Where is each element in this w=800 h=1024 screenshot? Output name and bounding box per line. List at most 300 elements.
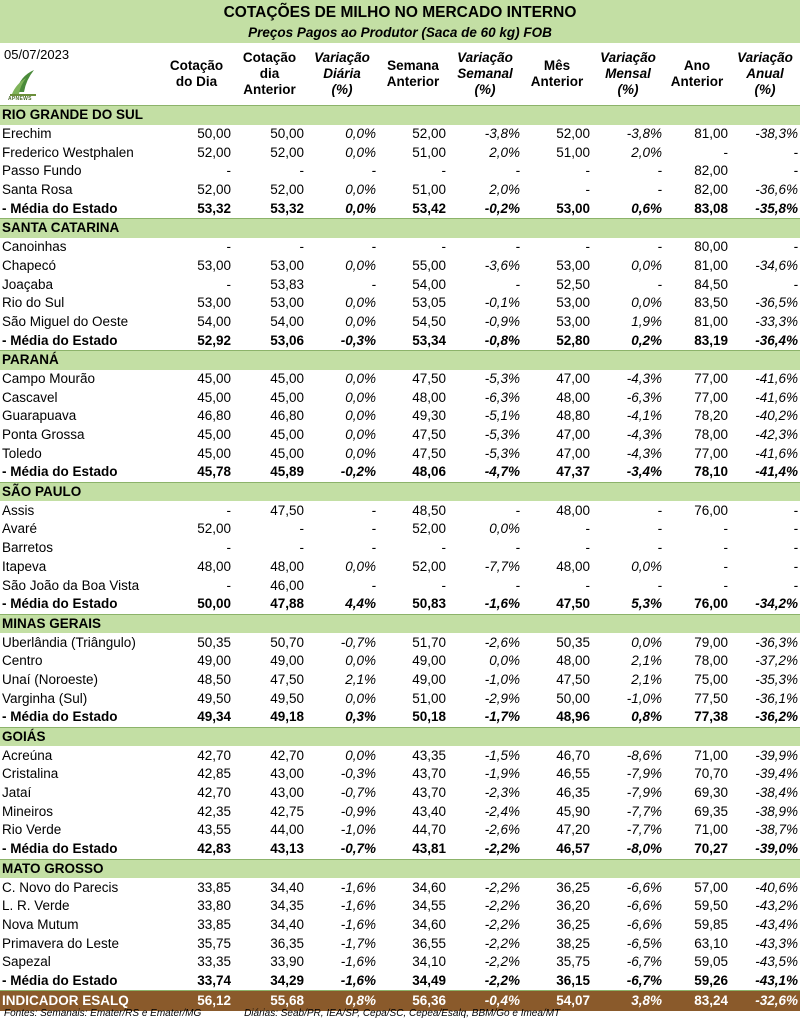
table-cell: 0,0% [345, 653, 376, 669]
column-header-line: Diária [323, 66, 361, 81]
table-row [0, 784, 800, 803]
table-cell: -0,9% [484, 313, 520, 329]
table-cell: 69,30 [694, 785, 728, 801]
table-cell: -37,2% [755, 653, 799, 669]
table-cell: - [657, 521, 662, 537]
table-cell: - [371, 521, 376, 537]
row-label: Frederico Westphalen [2, 144, 134, 160]
table-cell: 33,90 [270, 954, 304, 970]
table-cell: 36,15 [522, 972, 592, 991]
table-cell: 52,00 [197, 144, 231, 160]
state-average-row [0, 331, 800, 350]
table-cell: 43,70 [412, 766, 446, 782]
column-header [522, 58, 592, 90]
state-average-row [0, 972, 800, 991]
row-label: Rio do Sul [2, 295, 65, 311]
table-cell: - [793, 577, 799, 593]
table-cell: -43,1% [730, 972, 800, 991]
table-cell: 51,00 [412, 690, 446, 706]
table-cell: 53,00 [197, 257, 231, 273]
table-cell: 47,50 [270, 502, 304, 518]
table-cell: -36,3% [755, 634, 799, 650]
table-cell: - [723, 577, 728, 593]
table-cell: 51,00 [412, 182, 446, 198]
column-header [448, 50, 522, 98]
table-cell: -39,0% [730, 840, 800, 859]
column-header-line: Semanal [457, 66, 513, 81]
row-label: Sapezal [2, 954, 51, 970]
table-cell: -1,6% [306, 972, 378, 991]
table-cell: 83,08 [664, 199, 730, 218]
row-label: - Média do Estado [0, 972, 160, 991]
table-cell: 36,55 [412, 935, 446, 951]
table-cell: - [226, 163, 231, 179]
table-cell: - [793, 502, 799, 518]
table-cell: 36,25 [556, 879, 590, 895]
state-average-row [0, 708, 800, 727]
table-cell: -41,6% [755, 445, 799, 461]
table-cell: -1,0% [626, 690, 662, 706]
row-label: Campo Mourão [2, 370, 96, 386]
state-header-row [0, 482, 800, 501]
table-cell: 0,0% [631, 558, 662, 574]
table-cell: -2,2% [484, 898, 520, 914]
table-cell: -38,7% [755, 822, 799, 838]
row-label: Chapecó [2, 257, 57, 273]
table-cell: 81,00 [694, 126, 728, 142]
table-cell: 45,00 [270, 370, 304, 386]
table-cell: 33,85 [197, 916, 231, 932]
table-cell: 2,0% [489, 144, 520, 160]
table-cell: 77,38 [664, 708, 730, 727]
table-cell: -4,3% [626, 427, 662, 443]
table-cell: -2,6% [484, 634, 520, 650]
table-cell: 46,80 [197, 408, 231, 424]
table-cell: -0,4% [448, 991, 522, 1012]
table-cell: 44,70 [412, 822, 446, 838]
table-cell: 43,13 [233, 840, 306, 859]
table-cell: -34,6% [755, 257, 799, 273]
table-cell: 50,35 [197, 634, 231, 650]
table-cell: 49,50 [197, 690, 231, 706]
table-cell: 78,00 [694, 427, 728, 443]
table-cell: 82,00 [694, 182, 728, 198]
table-cell: 52,00 [197, 182, 231, 198]
table-cell: 42,83 [160, 840, 233, 859]
table-cell: 63,10 [694, 935, 728, 951]
table-row [0, 821, 800, 840]
column-header [378, 58, 448, 90]
table-cell: 46,35 [556, 785, 590, 801]
logo-text: APNEWS [8, 96, 32, 102]
table-cell: 45,00 [270, 445, 304, 461]
table-cell: 47,88 [233, 595, 306, 614]
row-label: Uberlândia (Triângulo) [2, 634, 136, 650]
table-cell: -0,3% [340, 766, 376, 782]
table-cell: -8,6% [626, 747, 662, 763]
column-header-line: Anterior [243, 82, 296, 97]
table-cell: - [657, 239, 662, 255]
table-cell: 49,00 [412, 671, 446, 687]
table-cell: 54,00 [270, 313, 304, 329]
column-header-line: (%) [474, 82, 496, 97]
table-cell: 0,0% [345, 747, 376, 763]
table-cell: - [371, 276, 376, 292]
table-cell: - [793, 540, 799, 556]
table-cell: 79,00 [694, 634, 728, 650]
table-cell: 53,00 [197, 295, 231, 311]
table-cell: 47,50 [556, 671, 590, 687]
table-cell: -1,5% [484, 747, 520, 763]
table-cell: 34,60 [412, 916, 446, 932]
table-row [0, 143, 800, 162]
table-cell: 42,70 [270, 747, 304, 763]
table-cell: -41,4% [730, 463, 800, 482]
table-cell: 53,32 [233, 199, 306, 218]
column-header-line: Cotação [169, 58, 224, 73]
table-cell: 47,50 [412, 370, 446, 386]
table-cell: -6,6% [626, 898, 662, 914]
table-cell: 50,00 [270, 126, 304, 142]
table-cell: 0,0% [345, 690, 376, 706]
table-cell: - [371, 239, 376, 255]
footer-weekly-sources: Fontes: Semanais: Emater/RS e Emater/MG [4, 1008, 202, 1019]
table-cell: -1,6% [448, 595, 522, 614]
table-cell: 0,0% [345, 313, 376, 329]
table-cell: -5,1% [484, 408, 520, 424]
table-cell: -43,5% [755, 954, 799, 970]
table-cell: -2,4% [484, 803, 520, 819]
table-cell: 55,68 [233, 991, 306, 1012]
table-cell: 52,00 [412, 558, 446, 574]
row-label: Santa Rosa [2, 182, 73, 198]
row-label: Cascavel [2, 389, 58, 405]
column-header-line: (%) [754, 82, 776, 97]
table-cell: 47,50 [412, 427, 446, 443]
table-cell: -2,3% [484, 785, 520, 801]
table-cell: 0,0% [345, 408, 376, 424]
table-cell: 82,00 [694, 163, 728, 179]
table-cell: 50,18 [378, 708, 448, 727]
table-row [0, 520, 800, 539]
table-cell: 0,0% [345, 389, 376, 405]
table-cell: 52,00 [197, 521, 231, 537]
table-cell: 43,81 [378, 840, 448, 859]
row-label: Acreúna [2, 747, 53, 763]
table-cell: 53,83 [270, 276, 304, 292]
row-label: Ponta Grossa [2, 427, 85, 443]
table-cell: 34,40 [270, 879, 304, 895]
table-cell: - [226, 239, 231, 255]
table-cell: -5,3% [484, 370, 520, 386]
column-header [592, 50, 664, 98]
table-cell: -7,9% [626, 785, 662, 801]
table-cell: 71,00 [694, 822, 728, 838]
row-label: Itapeva [2, 558, 47, 574]
table-cell: - [657, 182, 662, 198]
table-cell: - [657, 163, 662, 179]
page-title: COTAÇÕES DE MILHO NO MERCADO INTERNO [223, 4, 577, 21]
table-cell: 52,80 [522, 331, 592, 350]
table-cell: 47,50 [270, 671, 304, 687]
table-cell: 46,70 [556, 747, 590, 763]
table-cell: - [226, 540, 231, 556]
report-date: 05/07/2023 [4, 47, 70, 62]
table-row [0, 652, 800, 671]
table-cell: 46,57 [522, 840, 592, 859]
table-cell: 47,00 [556, 370, 590, 386]
table-cell: 69,35 [694, 803, 728, 819]
table-cell: -0,7% [306, 840, 378, 859]
table-cell: -1,6% [340, 879, 376, 895]
table-row [0, 238, 800, 257]
table-cell: 2,1% [631, 653, 662, 669]
table-cell: 49,30 [412, 408, 446, 424]
table-cell: -0,8% [448, 331, 522, 350]
table-cell: 0,0% [345, 257, 376, 273]
row-label: - Média do Estado [0, 199, 160, 218]
table-cell: 52,00 [412, 521, 446, 537]
table-cell: 56,36 [378, 991, 448, 1012]
table-cell: 0,0% [345, 427, 376, 443]
table-cell: 50,35 [556, 634, 590, 650]
table-cell: 50,83 [378, 595, 448, 614]
table-cell: - [793, 239, 799, 255]
row-label: - Média do Estado [0, 463, 160, 482]
column-header-line: Cotação [242, 50, 297, 65]
table-row [0, 671, 800, 690]
table-cell: 48,06 [378, 463, 448, 482]
table-cell: 43,40 [412, 803, 446, 819]
row-label: L. R. Verde [2, 898, 70, 914]
table-cell: 46,00 [270, 577, 304, 593]
quotation-table [0, 105, 800, 1011]
state-name: PARANÁ [0, 350, 800, 369]
column-header [233, 50, 306, 98]
column-header-line: (%) [617, 82, 639, 97]
table-cell: 36,35 [270, 935, 304, 951]
table-cell: -43,3% [755, 935, 799, 951]
table-cell: -3,8% [626, 126, 662, 142]
table-cell: - [299, 163, 304, 179]
column-header-line: Mensal [605, 66, 651, 81]
table-cell: 53,42 [378, 199, 448, 218]
table-cell: 81,00 [694, 313, 728, 329]
table-cell: -1,7% [340, 935, 376, 951]
table-cell: 45,89 [233, 463, 306, 482]
table-cell: 2,0% [489, 182, 520, 198]
table-cell: 5,3% [592, 595, 664, 614]
table-cell: -38,9% [755, 803, 799, 819]
column-header [160, 58, 233, 90]
table-cell: 59,85 [694, 916, 728, 932]
table-cell: - [793, 276, 799, 292]
table-cell: -41,6% [755, 389, 799, 405]
table-cell: 53,00 [270, 295, 304, 311]
row-label: São João da Boa Vista [2, 577, 140, 593]
table-cell: -0,2% [306, 463, 378, 482]
table-cell: 0,0% [345, 144, 376, 160]
table-cell: - [515, 276, 520, 292]
table-cell: -41,6% [755, 370, 799, 386]
table-cell: 45,00 [197, 427, 231, 443]
row-label: Guarapuava [2, 408, 77, 424]
table-cell: -4,1% [626, 408, 662, 424]
row-label: Nova Mutum [2, 916, 79, 932]
table-cell: - [441, 577, 446, 593]
table-cell: 45,00 [197, 370, 231, 386]
table-cell: 50,00 [197, 126, 231, 142]
table-cell: 52,50 [556, 276, 590, 292]
table-cell: 3,8% [592, 991, 664, 1012]
table-cell: -1,9% [484, 766, 520, 782]
table-cell: - [723, 521, 728, 537]
table-row [0, 125, 800, 144]
row-label: - Média do Estado [0, 595, 160, 614]
table-cell: - [515, 239, 520, 255]
row-label: Rio Verde [2, 822, 62, 838]
table-cell: 59,26 [664, 972, 730, 991]
row-label: Barretos [2, 540, 54, 556]
table-cell: -2,2% [484, 935, 520, 951]
table-cell: 70,27 [664, 840, 730, 859]
table-cell: 48,80 [556, 408, 590, 424]
table-cell: - [226, 276, 231, 292]
table-cell: - [793, 558, 799, 574]
table-cell: - [657, 276, 662, 292]
table-row [0, 426, 800, 445]
table-cell: 53,32 [160, 199, 233, 218]
state-name: MATO GROSSO [0, 859, 800, 878]
table-cell: -1,6% [340, 954, 376, 970]
table-cell: -6,5% [626, 935, 662, 951]
table-cell: 53,00 [556, 257, 590, 273]
table-cell: 42,85 [197, 766, 231, 782]
table-cell: 35,75 [556, 954, 590, 970]
table-cell: 43,55 [197, 822, 231, 838]
table-row [0, 444, 800, 463]
table-cell: - [299, 540, 304, 556]
table-cell: - [441, 239, 446, 255]
table-cell: 0,3% [306, 708, 378, 727]
row-label: Primavera do Leste [2, 935, 120, 951]
column-header [306, 50, 378, 98]
table-cell: -0,9% [340, 803, 376, 819]
table-cell: -1,0% [340, 822, 376, 838]
table-cell: 34,60 [412, 879, 446, 895]
table-cell: 0,8% [592, 708, 664, 727]
table-cell: 52,00 [270, 182, 304, 198]
table-cell: 0,0% [631, 295, 662, 311]
row-label: Unaí (Noroeste) [2, 671, 99, 687]
table-cell: 34,40 [270, 916, 304, 932]
table-cell: 46,55 [556, 766, 590, 782]
table-row [0, 765, 800, 784]
column-header-line: Mês [543, 58, 571, 73]
table-cell: 49,00 [197, 653, 231, 669]
table-cell: - [441, 540, 446, 556]
table-cell: 34,29 [233, 972, 306, 991]
table-cell: 0,0% [489, 521, 520, 537]
table-cell: 55,00 [412, 257, 446, 273]
table-cell: -2,6% [484, 822, 520, 838]
table-cell: -40,2% [755, 408, 799, 424]
row-label: C. Novo do Parecis [2, 879, 119, 895]
table-row [0, 257, 800, 276]
table-cell: 0,0% [489, 653, 520, 669]
table-cell: - [585, 540, 590, 556]
table-cell: 48,50 [197, 671, 231, 687]
table-cell: - [371, 163, 376, 179]
column-header-line: Anterior [670, 74, 724, 89]
table-cell: 49,50 [270, 690, 304, 706]
table-cell: 80,00 [694, 239, 728, 255]
state-name: SANTA CATARINA [0, 219, 800, 238]
table-cell: 50,00 [556, 690, 590, 706]
column-header-line: (%) [331, 82, 353, 97]
table-cell: 42,75 [270, 803, 304, 819]
table-cell: -4,7% [448, 463, 522, 482]
row-label: Cristalina [2, 766, 59, 782]
table-cell: 0,6% [592, 199, 664, 218]
table-cell: - [657, 540, 662, 556]
table-cell: 47,50 [412, 445, 446, 461]
table-cell: - [371, 577, 376, 593]
table-cell: 42,70 [197, 747, 231, 763]
table-cell: 33,85 [197, 879, 231, 895]
table-cell: -2,2% [448, 972, 522, 991]
table-cell: -36,5% [755, 295, 799, 311]
table-cell: 34,55 [412, 898, 446, 914]
table-cell: - [515, 540, 520, 556]
table-cell: 59,50 [694, 898, 728, 914]
table-cell: 52,00 [270, 144, 304, 160]
table-cell: 0,0% [631, 257, 662, 273]
table-cell: 33,80 [197, 898, 231, 914]
table-cell: - [793, 521, 799, 537]
table-row [0, 746, 800, 765]
table-cell: 84,50 [694, 276, 728, 292]
table-cell: -7,7% [626, 803, 662, 819]
table-cell: - [657, 577, 662, 593]
table-cell: 1,9% [631, 313, 662, 329]
table-row [0, 878, 800, 897]
state-header-row [0, 727, 800, 746]
table-cell: -0,7% [340, 634, 376, 650]
table-row [0, 501, 800, 520]
table-cell: - [585, 577, 590, 593]
table-cell: -4,3% [626, 445, 662, 461]
column-header [664, 58, 730, 90]
table-cell: 83,24 [664, 991, 730, 1012]
state-header-row [0, 219, 800, 238]
table-cell: -34,2% [730, 595, 800, 614]
row-label: Centro [2, 653, 43, 669]
table-cell: -2,2% [448, 840, 522, 859]
table-cell: 2,0% [631, 144, 662, 160]
table-cell: - [723, 540, 728, 556]
table-cell: 76,00 [664, 595, 730, 614]
table-row [0, 953, 800, 972]
apnews-logo-icon [6, 64, 42, 100]
table-cell: 47,37 [522, 463, 592, 482]
table-cell: - [585, 163, 590, 179]
table-row [0, 558, 800, 577]
column-header-line: Anual [746, 66, 784, 81]
table-cell: 75,00 [694, 671, 728, 687]
table-cell: -2,2% [484, 916, 520, 932]
table-row [0, 162, 800, 181]
